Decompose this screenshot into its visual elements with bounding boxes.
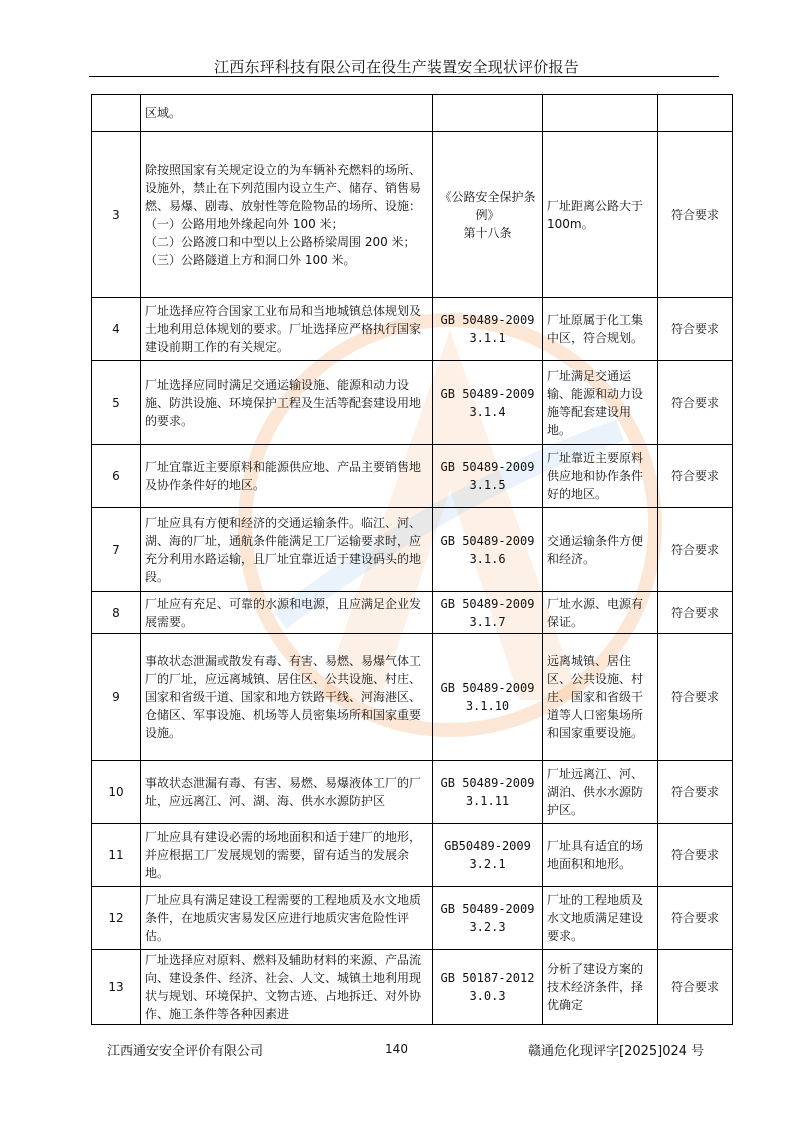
basis-line: 3.1.5 bbox=[469, 478, 506, 492]
basis-line: 3.1.4 bbox=[469, 404, 506, 419]
basis-reference bbox=[433, 508, 543, 592]
requirement-content bbox=[141, 508, 433, 592]
evaluation-result: 符合要求 bbox=[658, 445, 733, 508]
requirement-line: 厂址应有充足、可靠的水源和电源，且应满足企业发展需要。 bbox=[145, 596, 422, 629]
basis-reference bbox=[433, 950, 543, 1025]
evaluation-result: 符合要求 bbox=[658, 887, 733, 950]
row-number: 4 bbox=[92, 298, 141, 361]
basis-line: 3.2.1 bbox=[469, 857, 506, 871]
requirement-line: 厂址应具有满足建设工程需要的工程地质及水文地质条件，在地质灾害易发区应进行地质灾害危险性评估。 bbox=[145, 893, 422, 943]
requirement-content bbox=[141, 95, 433, 132]
basis-reference bbox=[433, 592, 543, 634]
table-row bbox=[92, 361, 733, 445]
actual-situation bbox=[543, 445, 658, 508]
requirement-line: 厂址选择应对原料、燃料及辅助材料的来源、产品流向、建设条件、经济、社会、人文、城镇土地利用现状与规划、环境保护、文物古迹、占地拆迁、对外协作、施工条件等各种因素进 bbox=[145, 953, 422, 1021]
actual-situation bbox=[543, 298, 658, 361]
basis-reference bbox=[433, 95, 543, 132]
footer-document-number: 赣通危化现评字[2025]024 号 bbox=[528, 1044, 705, 1059]
requirement-line: （二）公路渡口和中型以上公路桥梁周围 200 米； bbox=[145, 234, 416, 249]
requirement-content bbox=[141, 950, 433, 1025]
row-number: 10 bbox=[92, 761, 141, 824]
actual-line: 厂址原属于化工集中区，符合规划。 bbox=[547, 313, 644, 345]
requirement-line: 厂址选择应符合国家工业布局和当地城镇总体规划及土地利用总体规划的要求。厂址选择应严格执行国家建设前期工作的有关规定。 bbox=[145, 304, 422, 354]
requirement-line: （三）公路隧道上方和洞口外 100 米。 bbox=[145, 252, 356, 267]
actual-line: 厂址距离公路大于 100m。 bbox=[547, 198, 644, 231]
basis-line: 3.1.1 bbox=[469, 331, 506, 345]
table-row bbox=[92, 132, 733, 298]
basis-line: 3.1.6 bbox=[469, 551, 506, 566]
table-row bbox=[92, 824, 733, 887]
actual-line: 厂址远离江、河、湖泊、供水水源防护区。 bbox=[547, 767, 644, 817]
evaluation-result: 符合要求 bbox=[658, 950, 733, 1025]
basis-line: 3.1.7 bbox=[469, 614, 506, 629]
table-row bbox=[92, 761, 733, 824]
table-row bbox=[92, 592, 733, 634]
table-row bbox=[92, 95, 733, 132]
basis-line: 3.2.3 bbox=[469, 920, 506, 934]
table-row bbox=[92, 298, 733, 361]
actual-situation bbox=[543, 95, 658, 132]
footer-page-number: 140 bbox=[385, 1042, 408, 1056]
basis-line: 3.1.10 bbox=[465, 699, 510, 713]
requirement-line: 厂址选择应同时满足交通运输设施、能源和动力设施、防洪设施、环境保护工程及生活等配套建设用地的要求。 bbox=[145, 377, 422, 428]
actual-line: 厂址具有适宜的场地面积和地形。 bbox=[547, 839, 644, 871]
requirement-line: 区域。 bbox=[145, 106, 182, 120]
requirement-line: 事故状态泄漏或散发有毒、有害、易燃、易爆气体工厂的厂址，应远离城镇、居住区、公共设施、村庄、国家和省级干道、国家和地方铁路干线、河海港区、仓储区、军事设施、机场等人员密集场所和国家重要设施。 bbox=[145, 654, 422, 740]
requirement-line: 厂址应具有建设必需的场地面积和适于建厂的地形，并应根据工厂发展规划的需要，留有适当的发展余地。 bbox=[145, 830, 422, 880]
row-number bbox=[92, 95, 141, 132]
requirement-content bbox=[141, 132, 433, 298]
actual-situation bbox=[543, 761, 658, 824]
row-number: 11 bbox=[92, 824, 141, 887]
evaluation-result: 符合要求 bbox=[658, 824, 733, 887]
basis-line: GB 50489-2009 bbox=[440, 596, 535, 611]
row-number: 9 bbox=[92, 634, 141, 761]
basis-line: GB 50489-2009 bbox=[440, 533, 535, 548]
page-header-title: 江西东玶科技有限公司在役生产装置安全现状评价报告 bbox=[214, 58, 579, 76]
requirement-line: 事故状态泄漏有毒、有害、易燃、易爆液体工厂的厂址，应远离江、河、湖、海、供水水源防护区 bbox=[145, 776, 422, 808]
requirement-content bbox=[141, 592, 433, 634]
evaluation-result: 符合要求 bbox=[658, 592, 733, 634]
basis-line: 3.1.11 bbox=[465, 794, 510, 808]
basis-reference bbox=[433, 634, 543, 761]
compliance-table bbox=[91, 94, 733, 1025]
requirement-line: 除按照国家有关规定设立的为车辆补充燃料的场所、设施外，禁止在下列范围内设立生产、储存、销售易燃、易爆、剧毒、放射性等危险物品的场所、设施： bbox=[145, 162, 422, 213]
basis-reference bbox=[433, 761, 543, 824]
basis-line: GB 50489-2009 bbox=[440, 460, 535, 474]
row-number: 12 bbox=[92, 887, 141, 950]
evaluation-result bbox=[658, 95, 733, 132]
requirement-line: 厂址宜靠近主要原料和能源供应地、产品主要销售地及协作条件好的地区。 bbox=[145, 460, 422, 492]
row-number: 13 bbox=[92, 950, 141, 1025]
evaluation-result: 符合要求 bbox=[658, 761, 733, 824]
evaluation-result: 符合要求 bbox=[658, 508, 733, 592]
row-number: 8 bbox=[92, 592, 141, 634]
table-row bbox=[92, 634, 733, 761]
basis-line: GB 50489-2009 bbox=[440, 313, 535, 327]
actual-situation bbox=[543, 132, 658, 298]
table-row bbox=[92, 508, 733, 592]
evaluation-result: 符合要求 bbox=[658, 298, 733, 361]
evaluation-result: 符合要求 bbox=[658, 634, 733, 761]
requirement-content bbox=[141, 761, 433, 824]
requirement-content bbox=[141, 445, 433, 508]
actual-situation bbox=[543, 887, 658, 950]
table-row bbox=[92, 445, 733, 508]
footer-company: 江西通安安全评价有限公司 bbox=[107, 1044, 264, 1059]
row-number: 5 bbox=[92, 361, 141, 445]
evaluation-result: 符合要求 bbox=[658, 132, 733, 298]
basis-line: GB 50489-2009 bbox=[440, 386, 535, 401]
requirement-content bbox=[141, 887, 433, 950]
basis-line: GB50489-2009 bbox=[444, 839, 531, 853]
basis-reference bbox=[433, 887, 543, 950]
requirement-line: （一）公路用地外缘起向外 100 米； bbox=[145, 216, 344, 231]
actual-line: 厂址水源、电源有保证。 bbox=[547, 596, 644, 629]
actual-line: 厂址靠近主要原料供应地和协作条件好的地区。 bbox=[547, 451, 644, 501]
actual-situation bbox=[543, 592, 658, 634]
basis-reference bbox=[433, 298, 543, 361]
actual-line: 分析了建设方案的技术经济条件，择优确定 bbox=[547, 962, 644, 1012]
basis-line: GB 50489-2009 bbox=[440, 902, 535, 916]
actual-situation bbox=[543, 950, 658, 1025]
row-number: 6 bbox=[92, 445, 141, 508]
basis-reference bbox=[433, 361, 543, 445]
basis-line: 3.0.3 bbox=[469, 989, 506, 1003]
requirement-content bbox=[141, 361, 433, 445]
basis-line: GB 50489-2009 bbox=[440, 776, 535, 790]
actual-situation bbox=[543, 634, 658, 761]
requirement-content bbox=[141, 298, 433, 361]
table-row bbox=[92, 950, 733, 1025]
basis-line: GB 50187-2012 bbox=[440, 971, 535, 985]
actual-situation bbox=[543, 824, 658, 887]
actual-line: 厂址满足交通运输、能源和动力设施等配套建设用地。 bbox=[547, 368, 644, 437]
header-divider bbox=[89, 76, 719, 77]
actual-line: 远离城镇、居住区、公共设施、村庄、国家和省级干道等人口密集场所和国家重要设施。 bbox=[547, 654, 644, 740]
actual-line: 交通运输条件方便和经济。 bbox=[547, 533, 644, 566]
basis-line: 第十八条 bbox=[463, 225, 512, 240]
actual-line: 厂址的工程地质及水文地质满足建设要求。 bbox=[547, 893, 644, 943]
actual-situation bbox=[543, 361, 658, 445]
requirement-line: 厂址应具有方便和经济的交通运输条件。临江、河、湖、海的厂址，通航条件能满足工厂运输要求时，应充分利用水路运输，且厂址宜靠近适于建设码头的地段。 bbox=[145, 515, 422, 584]
evaluation-result: 符合要求 bbox=[658, 361, 733, 445]
basis-line: 《公路安全保护条例》 bbox=[439, 189, 536, 222]
actual-situation bbox=[543, 508, 658, 592]
basis-reference bbox=[433, 132, 543, 298]
requirement-content bbox=[141, 634, 433, 761]
basis-reference bbox=[433, 824, 543, 887]
basis-reference bbox=[433, 445, 543, 508]
basis-line: GB 50489-2009 bbox=[440, 681, 535, 695]
row-number: 3 bbox=[92, 132, 141, 298]
table-row bbox=[92, 887, 733, 950]
requirement-content bbox=[141, 824, 433, 887]
row-number: 7 bbox=[92, 508, 141, 592]
